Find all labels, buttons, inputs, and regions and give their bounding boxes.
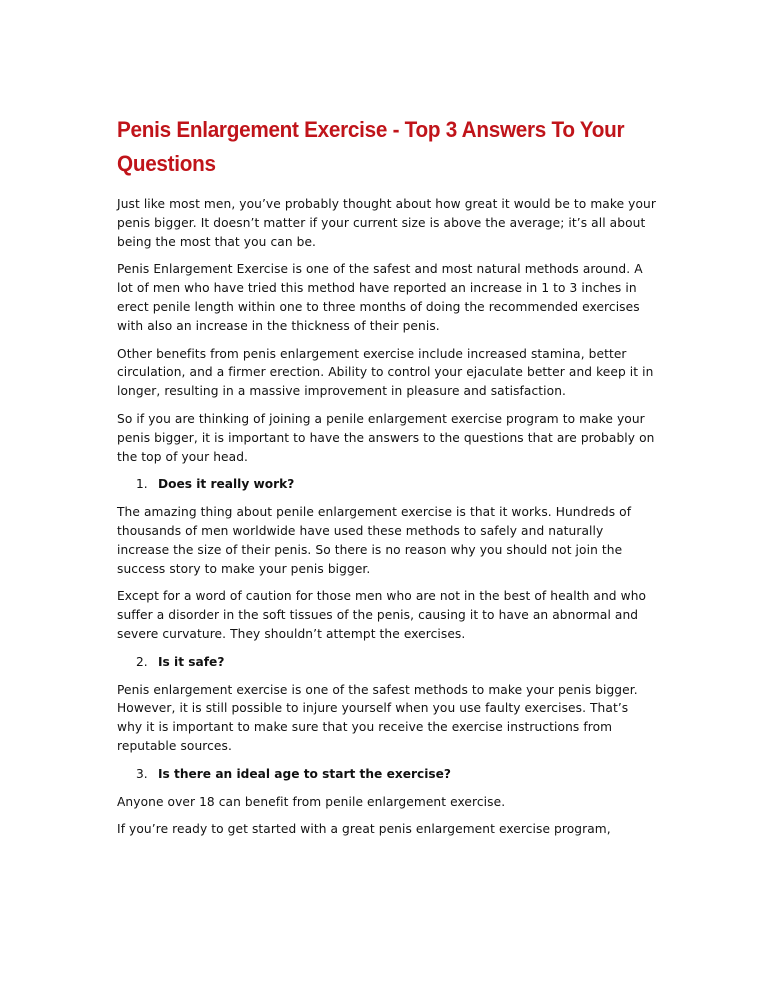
question-label: Does it really work? <box>158 477 295 492</box>
question-number: 1. <box>136 477 148 492</box>
question-number: 3. <box>136 766 148 781</box>
answer-paragraph: Except for a word of caution for those men who are not in the best of health and who suffer a disorder in the soft tissues of the penis, causing it to have an abnormal and severe curvature. They shouldn’t attempt the exercises. <box>117 589 647 641</box>
intro-paragraph: So if you are thinking of joining a penile enlargement exercise program to make your penis bigger, it is important to have the answers to the questions that are probably on the top of your head. <box>117 411 655 464</box>
question-heading-3 <box>117 765 657 784</box>
intro-paragraph: Other benefits from penis enlargement exercise include increased stamina, better circulation, and a firmer erection. Ability to control your ejaculate better and keep it in longer, resulting in a massive improvement in pleasure and satisfaction. <box>117 346 654 399</box>
answer-paragraph: If you’re ready to get started with a great penis enlargement exercise program, <box>117 822 611 837</box>
question-label: Is there an ideal age to start the exercise? <box>158 766 451 781</box>
answer-paragraph: The amazing thing about penile enlargement exercise is that it works. Hundreds of thousands of men worldwide have used these methods to safely and naturally increase the size of their penis. So there is no reason why you should not join the success story to make your penis bigger. <box>117 505 632 576</box>
question-heading-2 <box>117 653 657 672</box>
question-number: 2. <box>136 654 148 669</box>
document-page <box>117 113 657 848</box>
answer-paragraph: Anyone over 18 can benefit from penile enlargement exercise. <box>117 794 506 809</box>
article-title: Penis Enlargement Exercise - Top 3 Answers To Your Questions <box>117 117 625 176</box>
intro-paragraph: Penis Enlargement Exercise is one of the safest and most natural methods around. A lot of men who have tried this method have reported an increase in 1 to 3 inches in erect penile length within one to three months of doing the recommended exercises with also an increase in the thickness of their penis. <box>117 262 643 333</box>
question-heading-1 <box>117 475 657 494</box>
question-label: Is it safe? <box>158 654 225 669</box>
intro-paragraph: Just like most men, you’ve probably thought about how great it would be to make your penis bigger. It doesn’t matter if your current size is above the average; it’s all about being the most that you can be. <box>117 197 656 249</box>
answer-paragraph: Penis enlargement exercise is one of the safest methods to make your penis bigger. However, it is still possible to injure yourself when you use faulty exercises. That’s why it is important to make sure that you receive the exercise instructions from reputable sources. <box>117 682 638 753</box>
